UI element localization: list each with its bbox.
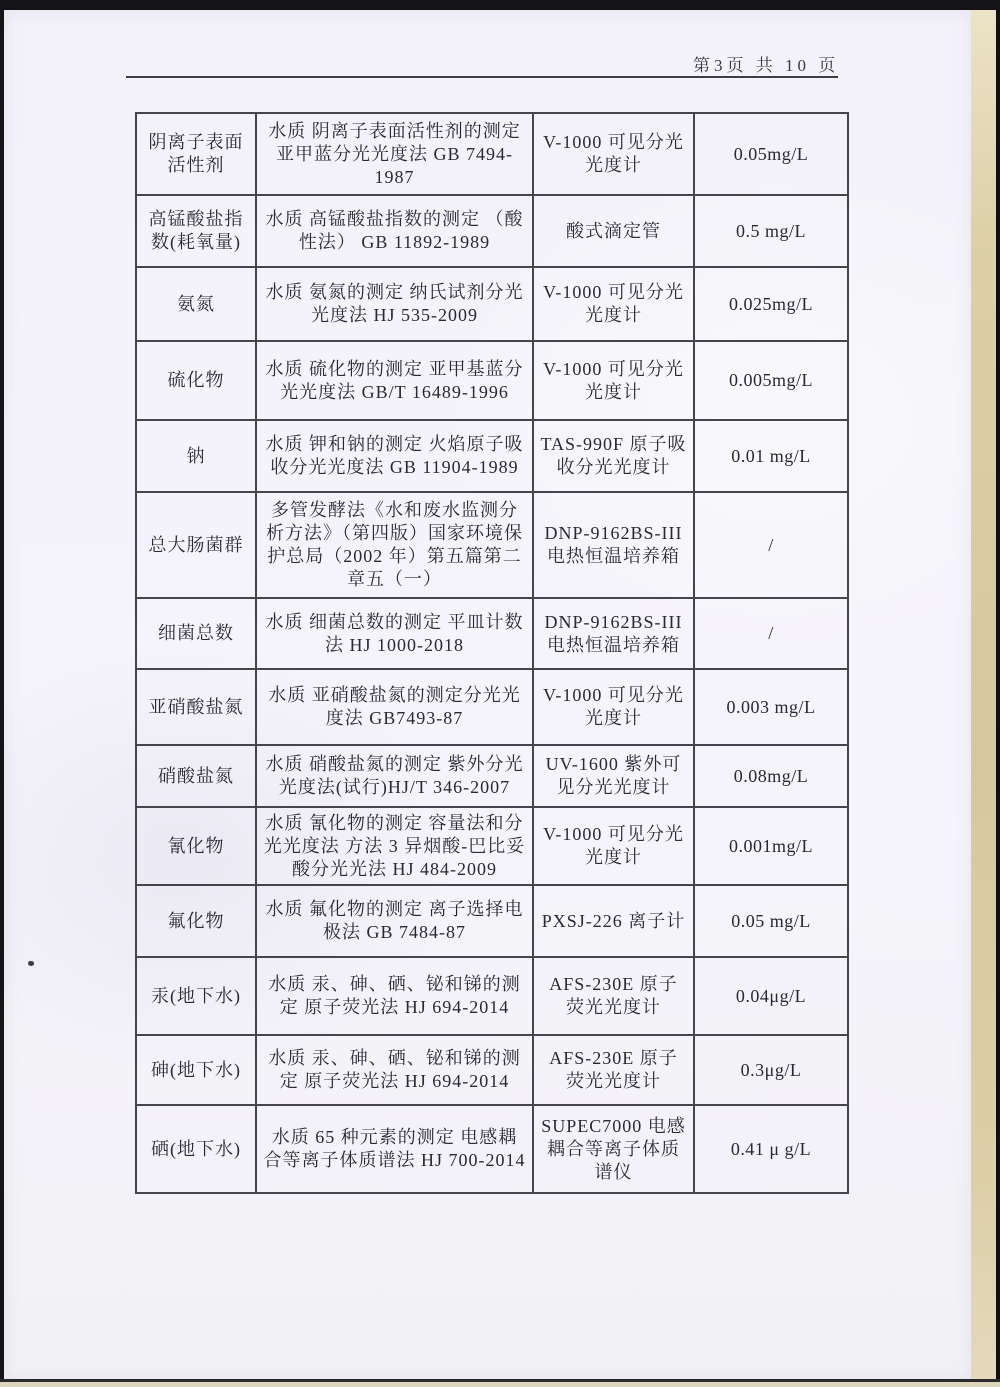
limit-cell: 0.04μg/L — [694, 957, 848, 1035]
param-cell: 砷(地下水) — [136, 1035, 256, 1105]
param-cell: 氨氮 — [136, 267, 256, 341]
instrument-cell: AFS-230E 原子荧光光度计 — [533, 1035, 694, 1105]
instrument-cell: V-1000 可见分光光度计 — [533, 669, 694, 745]
table-row — [136, 957, 848, 1035]
param-cell: 总大肠菌群 — [136, 492, 256, 598]
table-row — [136, 807, 848, 885]
method-cell: 水质 亚硝酸盐氮的测定分光光度法 GB7493-87 — [256, 669, 533, 745]
method-cell: 水质 氨氮的测定 纳氏试剂分光光度法 HJ 535-2009 — [256, 267, 533, 341]
limit-cell: 0.41 μ g/L — [694, 1105, 848, 1193]
limit-cell: / — [694, 598, 848, 669]
page-number: 第3页 共 10 页 — [693, 56, 840, 75]
limit-cell: 0.05mg/L — [694, 113, 848, 195]
method-cell: 水质 硫化物的测定 亚甲基蓝分光光度法 GB/T 16489-1996 — [256, 341, 533, 420]
param-cell: 硫化物 — [136, 341, 256, 420]
instrument-cell: AFS-230E 原子荧光光度计 — [533, 957, 694, 1035]
instrument-cell: UV-1600 紫外可见分光光度计 — [533, 745, 694, 807]
table-row — [136, 341, 848, 420]
param-cell: 氟化物 — [136, 885, 256, 957]
table-row — [136, 598, 848, 669]
limit-cell: 0.005mg/L — [694, 341, 848, 420]
instrument-cell: SUPEC7000 电感耦合等离子体质谱仪 — [533, 1105, 694, 1193]
param-cell: 亚硝酸盐氮 — [136, 669, 256, 745]
limit-cell: 0.025mg/L — [694, 267, 848, 341]
table-row — [136, 1035, 848, 1105]
scan-edge-bottom-strip — [0, 1382, 1000, 1387]
instrument-cell: DNP-9162BS-III 电热恒温培养箱 — [533, 598, 694, 669]
header-rule — [126, 76, 838, 78]
instrument-cell: V-1000 可见分光光度计 — [533, 807, 694, 885]
method-cell: 水质 65 种元素的测定 电感耦合等离子体质谱法 HJ 700-2014 — [256, 1105, 533, 1193]
param-cell: 氰化物 — [136, 807, 256, 885]
method-cell: 多管发酵法《水和废水监测分析方法》（第四版）国家环境保护总局（2002 年）第五篇第二章五（一） — [256, 492, 533, 598]
param-cell: 硝酸盐氮 — [136, 745, 256, 807]
method-cell: 水质 硝酸盐氮的测定 紫外分光光度法(试行)HJ/T 346-2007 — [256, 745, 533, 807]
method-cell: 水质 阴离子表面活性剂的测定 亚甲蓝分光光度法 GB 7494-1987 — [256, 113, 533, 195]
limit-cell: 0.003 mg/L — [694, 669, 848, 745]
param-cell: 高锰酸盐指数(耗氧量) — [136, 195, 256, 267]
instrument-cell: PXSJ-226 离子计 — [533, 885, 694, 957]
limit-cell: 0.05 mg/L — [694, 885, 848, 957]
method-cell: 水质 汞、砷、硒、铋和锑的测定 原子荧光法 HJ 694-2014 — [256, 1035, 533, 1105]
method-cell: 水质 氟化物的测定 离子选择电极法 GB 7484-87 — [256, 885, 533, 957]
limit-cell: 0.01 mg/L — [694, 420, 848, 492]
method-cell: 水质 汞、砷、硒、铋和锑的测定 原子荧光法 HJ 694-2014 — [256, 957, 533, 1035]
param-cell: 汞(地下水) — [136, 957, 256, 1035]
instrument-cell: TAS-990F 原子吸收分光光度计 — [533, 420, 694, 492]
table-row — [136, 195, 848, 267]
param-cell: 钠 — [136, 420, 256, 492]
limit-cell: 0.001mg/L — [694, 807, 848, 885]
param-cell: 硒(地下水) — [136, 1105, 256, 1193]
scan-edge-top — [0, 0, 1000, 10]
table-row — [136, 420, 848, 492]
limit-cell: 0.5 mg/L — [694, 195, 848, 267]
instrument-cell: V-1000 可见分光光度计 — [533, 341, 694, 420]
table-row — [136, 1105, 848, 1193]
instrument-cell: DNP-9162BS-III 电热恒温培养箱 — [533, 492, 694, 598]
analysis-methods-table — [135, 112, 849, 1194]
param-cell: 阴离子表面活性剂 — [136, 113, 256, 195]
table-row — [136, 492, 848, 598]
limit-cell: 0.08mg/L — [694, 745, 848, 807]
book-edge-strip — [971, 10, 996, 1381]
table-row — [136, 267, 848, 341]
method-cell: 水质 钾和钠的测定 火焰原子吸收分光光度法 GB 11904-1989 — [256, 420, 533, 492]
instrument-cell: V-1000 可见分光光度计 — [533, 113, 694, 195]
param-cell: 细菌总数 — [136, 598, 256, 669]
table-row — [136, 113, 848, 195]
method-cell: 水质 氰化物的测定 容量法和分光光度法 方法 3 异烟酸-巴比妥酸分光光法 HJ 484-2009 — [256, 807, 533, 885]
table-row — [136, 885, 848, 957]
scan-edge-right — [996, 0, 1000, 1387]
table-row — [136, 745, 848, 807]
instrument-cell: V-1000 可见分光光度计 — [533, 267, 694, 341]
method-cell: 水质 高锰酸盐指数的测定 （酸性法） GB 11892-1989 — [256, 195, 533, 267]
limit-cell: 0.3μg/L — [694, 1035, 848, 1105]
instrument-cell: 酸式滴定管 — [533, 195, 694, 267]
limit-cell: / — [694, 492, 848, 598]
table-row — [136, 669, 848, 745]
method-cell: 水质 细菌总数的测定 平皿计数法 HJ 1000-2018 — [256, 598, 533, 669]
scan-edge-left — [0, 0, 4, 1387]
